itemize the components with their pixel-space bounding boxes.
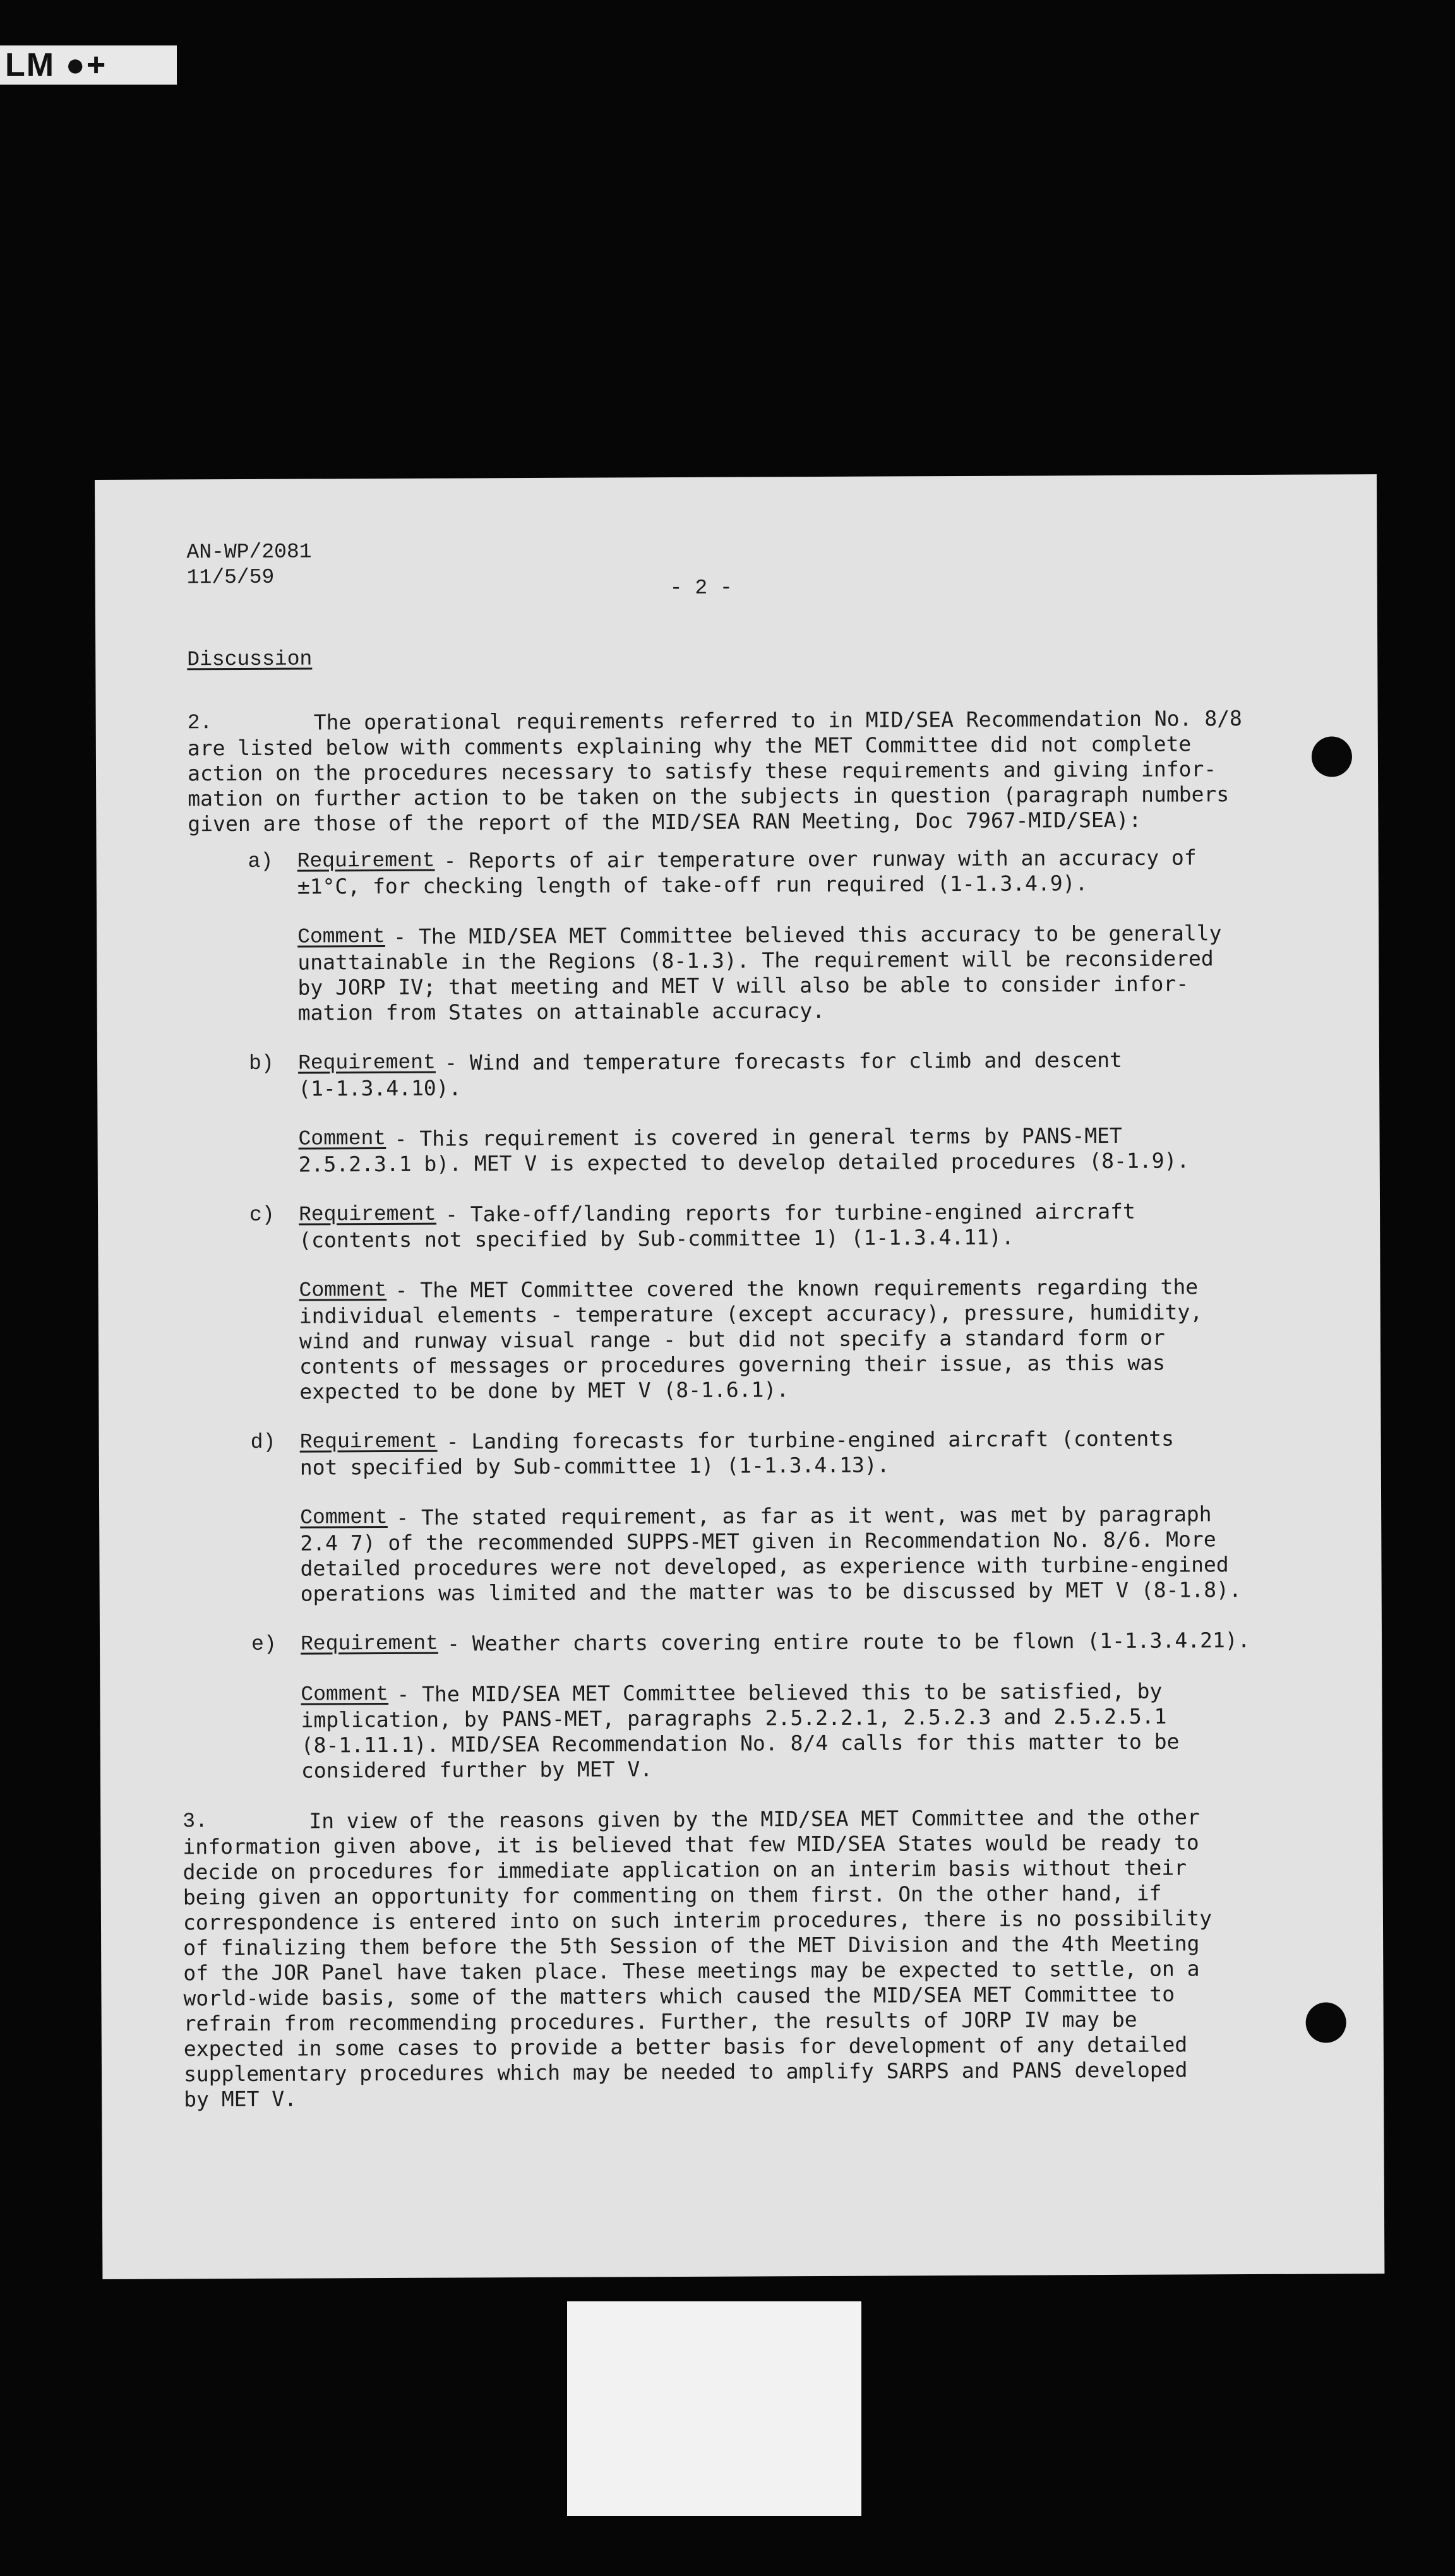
page-number: - 2 - [669, 576, 733, 600]
comment-label: Comment [301, 1682, 389, 1707]
section-heading: Discussion [187, 647, 313, 672]
doc-number: AN-WP/2081 [186, 540, 312, 564]
comment-text: - The MID/SEA MET Committee believed this to be satisfied, by implication, by PANS-MET, paragraphs 2.5.2.2.1, 2.5.2.3 and 2.5.2.5.1 (8-1.11.1). MID/SEA Recommendation No. 8/4 calls for this matter to be considered further by MET V. [301, 1678, 1180, 1783]
margin-tag: LM ●+ [0, 45, 177, 85]
requirement-text: - Take-off/landing reports for turbine-engined aircraft (contents not specified by Sub-committee 1) (1-1.3.4.11). [299, 1198, 1135, 1253]
requirement-label: Requirement [299, 1202, 437, 1227]
requirement-label: Requirement [297, 1051, 436, 1075]
comment-label: Comment [299, 1278, 387, 1303]
requirement-text: - Weather charts covering entire route to be flown (1-1.3.4.21). [446, 1628, 1250, 1656]
comment-text: - The stated requirement, as far as it went, was met by paragraph 2.4 7) of the recommended SUPPS-MET given in Recommendation No. 8/6. More detailed procedures were not developed, as experience with turbine-engined operations was limited and the matter was to be discussed by MET V (8-1.8). [300, 1501, 1242, 1606]
para-3-text: In view of the reasons given by the MID/SEA MET Committee and the other information given above, it is believed that few MID/SEA States would be ready to decide on procedures for immediate application on an interim basis without their being given an opportunity for commenting on them first. On the other hand, if correspondence is entered into on such interim procedures, there is no possibility of finalizing them before the 5th Session of the MET Division and the 4th Meeting of the JOR Panel have taken place. These meetings may be expected to settle, on a world-wide basis, some of the matters which caused the MID/SEA MET Committee to refrain from recommending procedures. Further, the results of JORP IV may be expected in some cases to provide a better basis for development of any detailed supplementary procedures which may be needed to amplify SARPS and PANS developed by MET V. [183, 1804, 1212, 2112]
doc-date: 11/5/59 [186, 565, 275, 590]
requirement-label: Requirement [297, 849, 435, 873]
requirement-text: - Reports of air temperature over runway with an accuracy of ±1°C, for checking length of take-off run required (1-1.3.4.9). [297, 845, 1197, 899]
paper-slip [567, 2301, 861, 2516]
para-2-number: 2. [187, 711, 213, 735]
requirement-text: - Landing forecasts for turbine-engined aircraft (contents not specified by Sub-committee 1) (1-1.3.4.13). [299, 1426, 1175, 1480]
requirement-text: - Wind and temperature forecasts for climb and descent (1-1.3.4.10). [298, 1047, 1122, 1101]
para-3-number: 3. [183, 1810, 208, 1834]
comment-label: Comment [300, 1505, 388, 1530]
comment-text: - The MET Committee covered the known requirements regarding the individual elements - temperature (except accuracy), pressure, humidity, wind and runway visual range - but did not specify a standard form or contents of messages or procedures governing their issue, as this was expected to be done by MET V (8-1.6.1). [299, 1274, 1203, 1404]
item-marker: b) [248, 1051, 274, 1075]
item-marker: c) [249, 1203, 275, 1227]
item-marker: d) [250, 1430, 276, 1454]
document-page [95, 474, 1384, 2279]
comment-label: Comment [297, 925, 385, 949]
comment-label: Comment [298, 1126, 386, 1151]
requirement-label: Requirement [299, 1429, 438, 1454]
item-marker: e) [251, 1632, 277, 1656]
punch-hole-top [1312, 736, 1352, 777]
comment-text: - This requirement is covered in general terms by PANS-MET 2.5.2.3.1 b). MET V is expected to develop detailed procedures (8-1.9). [298, 1123, 1190, 1177]
punch-hole-bottom [1306, 2002, 1346, 2042]
requirement-label: Requirement [300, 1631, 438, 1656]
item-marker: a) [248, 849, 273, 873]
para-2-text: The operational requirements referred to in MID/SEA Recommendation No. 8/8 are listed below with comments explaining why the MET Committee did not complete action on the procedures necessary to satisfy these requirements and giving infor- mation on further action to be taken on the subjects in question (paragraph numbers given are those of the report of the MID/SEA RAN Meeting, Doc 7967-MID/SEA): [187, 706, 1242, 837]
comment-text: - The MID/SEA MET Committee believed this accuracy to be generally unattainable in the Regions (8-1.3). The requirement will be reconsidered by JORP IV; that meeting and MET V will also be able to consider infor- mation from States on attainable accuracy. [297, 921, 1222, 1025]
